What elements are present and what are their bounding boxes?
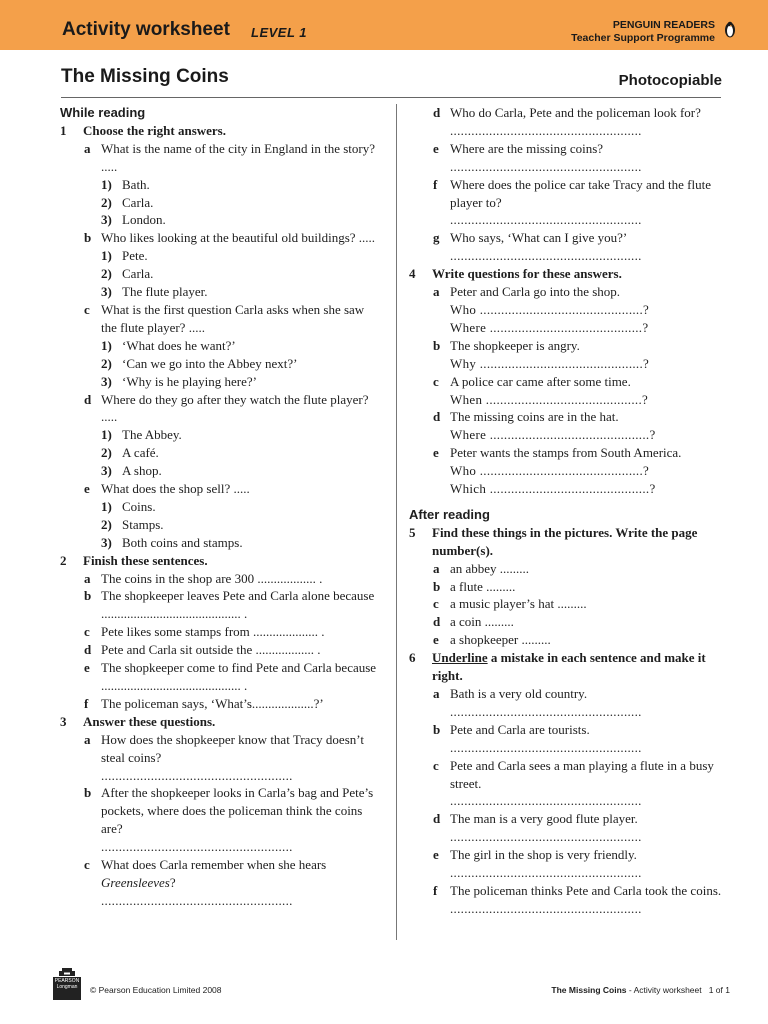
question-item [60, 784, 382, 838]
question-item [409, 578, 727, 596]
item-text: an abbey ......... [450, 560, 530, 576]
answer-line[interactable]: ...................................................... [450, 829, 642, 845]
item-label: e [84, 660, 90, 676]
question-item [409, 685, 727, 703]
item-text: The coins in the shop are 300 .................. . [101, 570, 323, 586]
item-label: c [433, 757, 439, 773]
question-text: Choose the right answers. [83, 122, 226, 138]
question-6-heading [409, 649, 727, 685]
item-text: The missing coins are in the hat. [450, 409, 619, 425]
answer-option [60, 283, 382, 301]
item-text: What does Carla remember when she hears [101, 857, 327, 873]
answer-line[interactable]: ...................................................... [450, 739, 642, 755]
item-label: b [84, 230, 92, 246]
answer-option [60, 211, 382, 229]
option-text: London. [122, 212, 166, 228]
answer-line[interactable]: ...................................................... [450, 900, 642, 916]
question-item [409, 373, 727, 391]
book-title: The Missing Coins [61, 66, 229, 87]
option-text: Coins. [122, 498, 156, 514]
option-number: 3) [101, 284, 112, 300]
item-label: e [433, 445, 439, 461]
option-text: Carla. [122, 194, 154, 210]
item-text: What is the name of the city in England in the story? ..... [101, 140, 376, 174]
item-label: f [433, 176, 438, 192]
question-item [409, 846, 727, 864]
item-label: e [433, 847, 439, 863]
option-text: ‘Can we go into the Abbey next?’ [122, 355, 298, 371]
option-text: Bath. [122, 176, 150, 192]
item-text: How does the shopkeeper know that Tracy doesn’t steal coins? [101, 731, 364, 765]
question-item [60, 229, 382, 247]
item-text: Where do they go after they watch the flute player? ..... [101, 391, 369, 425]
item-label: b [84, 588, 92, 604]
question-item [60, 623, 382, 641]
option-number: 1) [101, 427, 112, 443]
song-title: Greensleeves [101, 874, 170, 890]
option-number: 1) [101, 337, 112, 353]
question-item [60, 641, 382, 659]
answer-option [60, 516, 382, 534]
question-prompt-line[interactable]: Who ..............................................? [450, 301, 650, 317]
item-label: c [84, 301, 90, 317]
question-item [409, 810, 727, 828]
answer-line[interactable]: ...................................................... [450, 703, 642, 719]
option-number: 1) [101, 498, 112, 514]
answer-option [60, 462, 382, 480]
question-text: Answer these questions. [83, 713, 216, 729]
question-item [409, 140, 727, 158]
column-divider [396, 104, 397, 940]
answer-option [60, 373, 382, 391]
question-number: 5 [409, 524, 416, 540]
question-item [409, 631, 727, 649]
option-text: A café. [122, 445, 159, 461]
item-text: The policeman says, ‘What’s...................?’ [101, 695, 324, 711]
item-label: d [433, 614, 441, 630]
option-text: A shop. [122, 463, 162, 479]
copyright-text: Pearson Education Limited 2008 [98, 985, 222, 995]
question-number: 4 [409, 266, 416, 282]
copyright-icon: © [90, 985, 97, 995]
option-text: Stamps. [122, 516, 164, 532]
item-text: Peter wants the stamps from South America. [450, 445, 682, 461]
answer-option [60, 194, 382, 212]
item-label: a [84, 140, 91, 156]
answer-line[interactable]: ...................................................... [450, 122, 642, 138]
option-number: 3) [101, 534, 112, 550]
item-text: What is the first question Carla asks when she saw the flute player? ..... [101, 301, 365, 335]
option-number: 1) [101, 176, 112, 192]
item-text: Where does the police car take Tracy and the flute player to? [450, 176, 711, 210]
question-item [60, 301, 382, 337]
question-item [409, 444, 727, 462]
question-item [409, 721, 727, 739]
answer-line[interactable]: ...................................................... [450, 248, 642, 264]
item-label: f [84, 695, 89, 711]
question-prompt-line[interactable]: Who ..............................................? [450, 463, 650, 479]
item-label: a [84, 731, 91, 747]
header-banner [0, 0, 768, 50]
answer-option [60, 337, 382, 355]
item-text: Who do Carla, Pete and the policeman look for? [450, 105, 701, 120]
item-text: Peter and Carla go into the shop. [450, 284, 621, 300]
question-text: a mistake in each sentence and make it right. [432, 650, 706, 684]
left-column [60, 104, 382, 910]
option-number: 3) [101, 373, 112, 389]
answer-option [60, 265, 382, 283]
answer-option [60, 247, 382, 265]
option-text: ‘Why is he playing here?’ [122, 373, 258, 389]
option-number: 2) [101, 194, 112, 210]
item-label: f [433, 882, 438, 898]
option-number: 2) [101, 266, 112, 282]
penguin-logo-icon [724, 20, 736, 38]
option-number: 2) [101, 516, 112, 532]
question-5-heading [409, 524, 727, 560]
question-item [409, 229, 727, 247]
question-3-heading [60, 713, 382, 731]
answer-line[interactable]: ...................................................... [101, 767, 293, 783]
question-item [409, 337, 727, 355]
item-text: A police car came after some time. [450, 373, 631, 389]
item-text: Where are the missing coins? [450, 140, 604, 156]
answer-option [60, 444, 382, 462]
section-after-reading: After reading [409, 506, 490, 522]
item-text: The man is a very good flute player. [450, 811, 638, 827]
answer-option [60, 426, 382, 444]
logo-text: PEARSON Longman [54, 978, 80, 990]
item-label: e [433, 632, 439, 648]
answer-line[interactable]: ...................................................... [101, 892, 293, 908]
question-item [60, 570, 382, 588]
question-item [409, 757, 727, 793]
item-text: a shopkeeper ......... [450, 632, 551, 648]
item-text: After the shopkeeper looks in Carla’s bag and Pete’s pockets, where does the policeman think the coins are? [101, 785, 374, 837]
item-label: e [433, 140, 439, 156]
footer-book-title: The Missing Coins [551, 985, 627, 995]
question-prompt-line[interactable]: Where ...........................................? [450, 319, 649, 335]
answer-line[interactable]: ...................................................... [450, 158, 642, 174]
footer-doc-type: - Activity worksheet [626, 985, 702, 995]
item-label: a [433, 284, 440, 300]
option-number: 2) [101, 445, 112, 461]
header-divider [61, 97, 721, 98]
item-label: a [433, 560, 440, 576]
item-label: c [84, 624, 90, 640]
question-item [60, 695, 382, 713]
level-label: LEVEL 1 [251, 25, 308, 40]
option-number: 1) [101, 248, 112, 264]
item-text: The girl in the shop is very friendly. [450, 847, 637, 863]
item-text: Pete and Carla are tourists. [450, 721, 590, 737]
answer-line[interactable]: ...................................................... [450, 793, 642, 809]
item-label: d [84, 391, 92, 407]
question-text: Finish these sentences. [83, 552, 208, 568]
item-text-end: ? [169, 874, 176, 890]
question-text: Find these things in the pictures. Write the page number(s). [432, 524, 698, 558]
question-1-heading [60, 122, 382, 140]
item-text: a music player’s hat ......... [450, 596, 587, 612]
answer-line[interactable]: ...................................................... [450, 212, 642, 228]
page-number: 1 of 1 [708, 985, 730, 995]
publisher-line-1: PENGUIN READERS [612, 19, 715, 31]
question-item [409, 176, 727, 212]
option-text: The flute player. [122, 284, 208, 300]
question-item [409, 560, 727, 578]
item-text: a flute ......... [450, 578, 516, 594]
item-text: What does the shop sell? ..... [101, 481, 250, 497]
question-item [409, 613, 727, 631]
option-text: ‘What does he want?’ [122, 337, 236, 353]
item-label: d [433, 105, 441, 120]
worksheet-title: Activity worksheet [62, 19, 230, 40]
option-text: The Abbey. [122, 427, 182, 443]
item-text: Pete and Carla sees a man playing a flute in a busy street. [450, 757, 714, 791]
answer-option [60, 498, 382, 516]
question-item [409, 283, 727, 301]
item-text: Pete and Carla sit outside the .................. . [101, 642, 321, 658]
section-while-reading: While reading [60, 105, 146, 120]
question-item [409, 104, 727, 122]
question-item [60, 587, 382, 623]
question-4-heading [409, 265, 727, 283]
copyright-notice [90, 985, 222, 995]
option-text: Carla. [122, 266, 154, 282]
question-prompt-line[interactable]: Why ..............................................? [450, 355, 650, 371]
question-prompt-line[interactable]: Which .............................................? [450, 481, 656, 497]
item-text: a coin ......... [450, 614, 514, 630]
question-item [60, 731, 382, 767]
option-text: Pete. [122, 248, 148, 264]
item-label: g [433, 230, 440, 246]
item-label: a [433, 686, 440, 701]
question-number: 6 [409, 650, 416, 666]
question-item [409, 882, 727, 900]
question-item [60, 856, 382, 892]
answer-option [60, 534, 382, 552]
item-label: b [433, 337, 441, 353]
question-item [409, 595, 727, 613]
question-prompt-line[interactable]: When ............................................? [450, 391, 649, 407]
item-label: a [84, 570, 91, 586]
item-label: b [433, 721, 441, 737]
option-number: 3) [101, 463, 112, 479]
question-item [60, 480, 382, 498]
question-number: 1 [60, 122, 67, 138]
question-item [60, 659, 382, 695]
answer-option [60, 176, 382, 194]
item-label: e [84, 481, 90, 497]
answer-line[interactable]: ...................................................... [450, 865, 642, 881]
option-text: Both coins and stamps. [122, 534, 243, 550]
item-text: The shopkeeper leaves Pete and Carla alone because ........................................... . [101, 588, 375, 622]
option-number: 3) [101, 212, 112, 228]
item-label: d [84, 642, 92, 658]
question-number: 2 [60, 552, 67, 568]
answer-option [60, 355, 382, 373]
item-text: Who says, ‘What can I give you?’ [450, 230, 628, 246]
item-text: Pete likes some stamps from .................... . [101, 624, 325, 640]
answer-line[interactable]: ...................................................... [101, 839, 293, 855]
item-label: c [84, 857, 90, 873]
publisher-line-2: Teacher Support Programme [571, 32, 715, 44]
item-label: c [433, 596, 439, 612]
item-text: The policeman thinks Pete and Carla took the coins. [450, 882, 722, 898]
question-item [409, 408, 727, 426]
item-text: The shopkeeper is angry. [450, 337, 580, 353]
question-item [60, 391, 382, 427]
question-prompt-line[interactable]: Where .............................................? [450, 427, 656, 443]
option-number: 2) [101, 355, 112, 371]
footer-page-info [551, 985, 730, 995]
question-number: 3 [60, 713, 67, 729]
item-text: The shopkeeper come to find Pete and Carla because ........................................... . [101, 660, 377, 693]
item-label: d [433, 409, 441, 425]
photocopiable-label: Photocopiable [618, 72, 722, 89]
underline-word: Underline [432, 650, 488, 666]
question-text: Write questions for these answers. [432, 266, 622, 282]
item-text: Bath is a very old country. [450, 686, 588, 701]
item-label: b [433, 578, 441, 594]
question-2-heading [60, 552, 382, 570]
item-label: c [433, 373, 439, 389]
item-label: d [433, 811, 441, 827]
right-column [409, 104, 727, 918]
item-text: Who likes looking at the beautiful old buildings? ..... [101, 230, 376, 246]
question-item [60, 140, 382, 176]
item-label: b [84, 785, 92, 801]
publisher-block [571, 19, 715, 45]
